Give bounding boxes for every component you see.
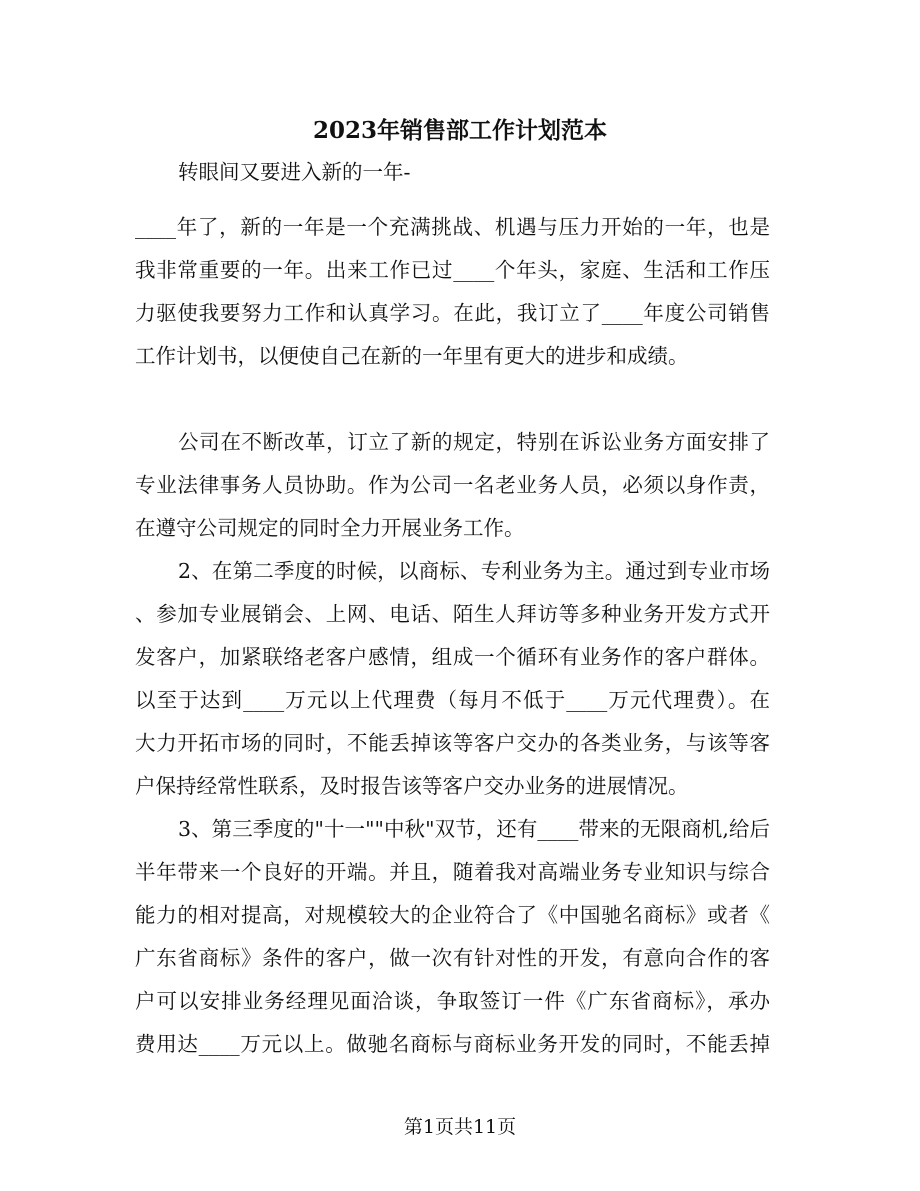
text-line: 半年带来一个良好的开端。并且，随着我对高端业务专业知识与综合 — [135, 860, 770, 884]
text-line: 力驱使我要努力工作和认真学习。在此，我订立了____年度公司销售 — [135, 301, 770, 325]
text-line: 在遵守公司规定的同时全力开展业务工作。 — [135, 516, 525, 540]
text-line: 户可以安排业务经理见面洽谈，争取签订一件《广东省商标》，承办 — [135, 989, 770, 1013]
text-line: 我非常重要的一年。出来工作已过____个年头，家庭、生活和工作压 — [135, 258, 770, 282]
text-line: 公司在不断改革，订立了新的规定，特别在诉讼业务方面安排了 — [178, 430, 770, 454]
text-line: 专业法律事务人员协助。作为公司一名老业务人员，必须以身作责， — [135, 473, 770, 497]
text-line: 工作计划书，以便使自己在新的一年里有更大的进步和成绩。 — [135, 344, 689, 368]
text-line: 费用达____万元以上。做驰名商标与商标业务开发的同时，不能丢掉 — [135, 1032, 770, 1056]
text-line: 广东省商标》条件的客户，做一次有针对性的开发，有意向合作的客 — [135, 946, 770, 970]
text-line: 能力的相对提高，对规模较大的企业符合了《中国驰名商标》或者《 — [135, 903, 770, 927]
page-number: 第1页共11页 — [403, 1116, 517, 1138]
text-line: 大力开拓市场的同时，不能丢掉该等客户交办的各类业务，与该等客 — [135, 731, 770, 755]
text-line: 2、在第二季度的时候，以商标、专利业务为主。通过到专业市场 — [178, 559, 770, 583]
text-line: 以至于达到____万元以上代理费（每月不低于____万元代理费）。在 — [135, 688, 770, 712]
text-line: 发客户，加紧联络老客户感情，组成一个循环有业务作的客户群体。 — [135, 645, 770, 669]
text-line: 户保持经常性联系，及时报告该等客户交办业务的进展情况。 — [135, 774, 689, 798]
text-line: 、参加专业展销会、上网、电话、陌生人拜访等多种业务开发方式开 — [135, 602, 770, 626]
document-title: 2023年销售部工作计划范本 — [312, 117, 607, 144]
text-line: 转眼间又要进入新的一年- — [178, 160, 411, 184]
text-line: ____年了，新的一年是一个充满挑战、机遇与压力开始的一年，也是 — [135, 215, 770, 239]
text-line: 3、第三季度的"十一""中秋"双节，还有____带来的无限商机,给后 — [178, 817, 770, 841]
